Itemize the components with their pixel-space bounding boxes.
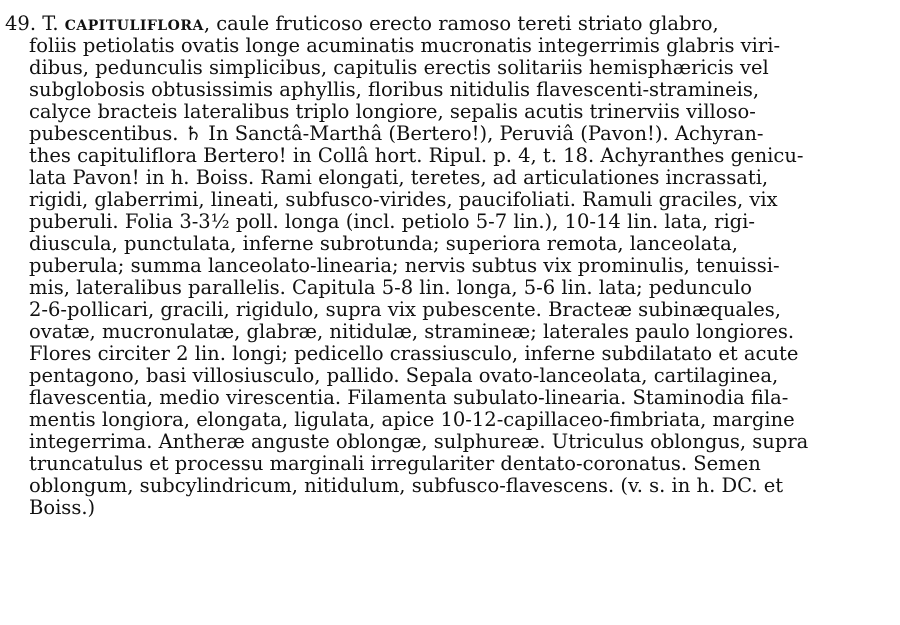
entry-text-line: thes capituliflora Bertero! in Collâ hort. Ripul. p. 4, t. 18. Achyranthes genicu- xyxy=(29,144,804,167)
entry-text-line: puberula; summa lanceolato-linearia; nervis subtus vix prominulis, tenuissi- xyxy=(29,254,780,277)
entry-text-line: pentagono, basi villosiusculo, pallido. Sepala ovato-lanceolata, cartilaginea, xyxy=(29,364,779,387)
entry-text-line: calyce bracteis lateralibus triplo longiore, sepalis acutis trinerviis villoso- xyxy=(29,100,756,123)
entry-text-line: pubescentibus. ♄ In Sanctâ-Marthâ (Bertero!), Peruviâ (Pavon!). Achyran- xyxy=(29,122,764,145)
entry-text-line: puberuli. Folia 3-3½ poll. longa (incl. petiolo 5-7 lin.), 10-14 lin. lata, rigi- xyxy=(29,210,755,233)
entry-text-line: mis, lateralibus parallelis. Capitula 5-8 lin. longa, 5-6 lin. lata; pedunculo xyxy=(29,276,752,299)
entry-line-1 xyxy=(5,13,719,35)
genus-abbrev: T. xyxy=(42,12,59,35)
entry-text-line: , caule fruticoso erecto ramoso tereti striato glabro, xyxy=(203,12,719,35)
entry-text-line: oblongum, subcylindricum, nitidulum, subfusco-flavescens. (v. s. in h. DC. et xyxy=(29,474,784,497)
entry-text-line: Boiss.) xyxy=(29,496,96,519)
entry-text-line: lata Pavon! in h. Boiss. Rami elongati, teretes, ad articulationes incrassati, xyxy=(29,166,769,189)
species-name: capituliflora xyxy=(64,12,204,35)
entry-text-line: dibus, pedunculis simplicibus, capitulis erectis solitariis hemisphæricis vel xyxy=(29,56,769,79)
entry-text-line: rigidi, glaberrimi, lineati, subfusco-virides, paucifoliati. Ramuli graciles, vix xyxy=(29,188,778,211)
entry-text-line: truncatulus et processu marginali irregulariter dentato-coronatus. Semen xyxy=(29,452,761,475)
entry-text-line: subglobosis obtusissimis aphyllis, floribus nitidulis flavescenti-stramineis, xyxy=(29,78,760,101)
entry-text-line: foliis petiolatis ovatis longe acuminatis mucronatis integerrimis glabris viri- xyxy=(29,34,781,57)
entry-text-line: integerrima. Antheræ anguste oblongæ, sulphureæ. Utriculus oblongus, supra xyxy=(29,430,809,453)
entry-text-line: diuscula, punctulata, inferne subrotunda; superiora remota, lanceolata, xyxy=(29,232,738,255)
entry-text-line: ovatæ, mucronulatæ, glabræ, nitidulæ, stramineæ; laterales paulo longiores. xyxy=(29,320,795,343)
entry-text-line: mentis longiora, elongata, ligulata, apice 10-12-capillaceo-fimbriata, margine xyxy=(29,408,795,431)
entry-text-line: 2-6-pollicari, gracili, rigidulo, supra vix pubescente. Bracteæ subinæquales, xyxy=(29,298,782,321)
entry-number: 49. xyxy=(5,12,37,35)
entry-text-line: Flores circiter 2 lin. longi; pedicello crassiusculo, inferne subdilatato et acute xyxy=(29,342,799,365)
entry-text-line: flavescentia, medio virescentia. Filamenta subulato-linearia. Staminodia fila- xyxy=(29,386,789,409)
